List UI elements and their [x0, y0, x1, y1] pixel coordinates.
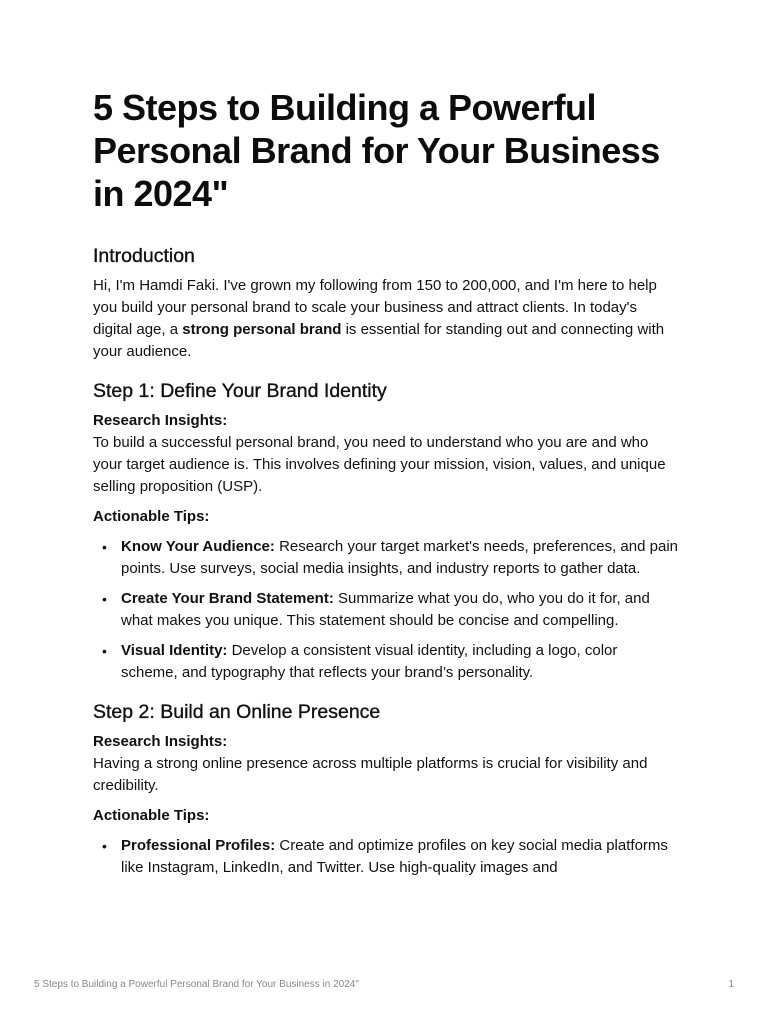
step1-tips-list [93, 536, 678, 684]
list-item: • Visual Identity: Develop a consistent visual identity, including a logo, color scheme, and typography that reflects your brand’s personality. [102, 642, 618, 681]
bullet-icon: • [102, 838, 107, 854]
footer-title: 5 Steps to Building a Powerful Personal Brand for Your Business in 2024" [34, 979, 359, 990]
list-item: • Know Your Audience: Research your target market's needs, preferences, and pain points. Use surveys, social media insights, and industry reports to gather data. [102, 538, 678, 577]
step2-heading: Step 2: Build an Online Presence [93, 701, 381, 723]
step2-tips-label: Actionable Tips: [93, 807, 210, 824]
page-title: 5 Steps to Building a Powerful Personal Brand for Your Business in 2024" [93, 87, 660, 214]
step2-research-text: Having a strong online presence across multiple platforms is crucial for visibility and credibility. [93, 755, 648, 794]
bullet-icon: • [102, 539, 107, 555]
intro-paragraph: Hi, I'm Hamdi Faki. I've grown my following from 150 to 200,000, and I'm here to help you build your personal brand to scale your business and attract clients. In today's digital age, a strong personal brand is essential for standing out and connecting with your audience. [93, 277, 665, 360]
bullet-icon: • [102, 591, 107, 607]
step1-tips-label: Actionable Tips: [93, 508, 210, 525]
page-number: 1 [728, 979, 734, 990]
list-item: • Professional Profiles: Create and optimize profiles on key social media platforms like Instagram, LinkedIn, and Twitter. Use high-quality images and [102, 837, 668, 876]
list-item: • Create Your Brand Statement: Summarize what you do, who you do it for, and what makes you unique. This statement should be concise and compelling. [102, 590, 650, 629]
intro-bold-phrase: strong personal brand [182, 321, 342, 338]
document-page [93, 86, 678, 879]
intro-heading: Introduction [93, 245, 195, 267]
step1-research-label: Research Insights: [93, 412, 228, 429]
bullet-icon: • [102, 643, 107, 659]
step1-research-text: To build a successful personal brand, you need to understand who you are and who your target audience is. This involves defining your mission, vision, values, and unique selling proposition (USP). [93, 434, 666, 495]
step2-research-label: Research Insights: [93, 733, 228, 750]
step1-heading: Step 1: Define Your Brand Identity [93, 380, 387, 402]
step2-tips-list [93, 835, 678, 879]
